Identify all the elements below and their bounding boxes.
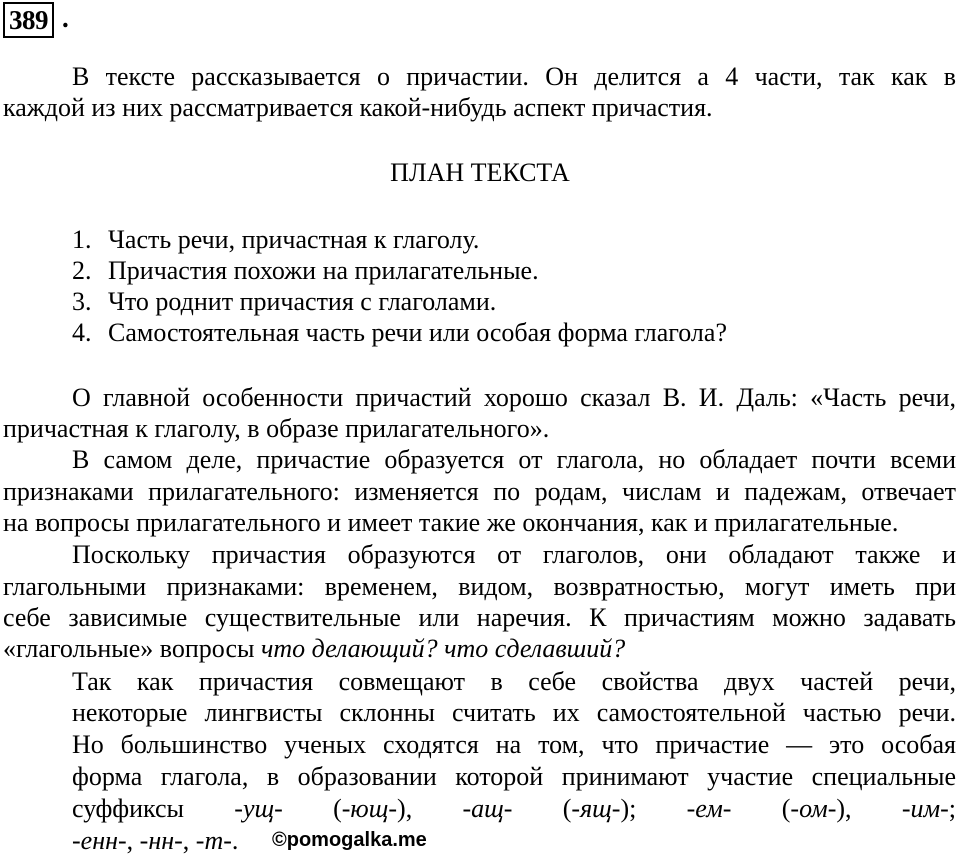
suffix-ushch: -ущ- <box>234 794 283 823</box>
plan-item <box>72 255 727 286</box>
exercise-number: 389 <box>3 2 54 38</box>
plan-item-text: Часть речи, причастная к глаголу. <box>108 225 480 254</box>
paragraph-3-line-1: Поскольку причастия образуются от глаголов, они обладают также и <box>72 540 956 569</box>
suffix-line <box>72 794 956 824</box>
paragraph-2-line-1: В самом деле, причастие образуется от глагола, но обладает почти всеми <box>72 445 956 474</box>
paragraph-2-line-2: признаками прилагательного: изменяется по родам, числам и падежам, отвечает <box>3 477 956 506</box>
plan-item-text: Самостоятельная часть речи или особая форма глагола? <box>108 318 727 347</box>
plan-list <box>72 224 727 348</box>
suffix-line-2: -енн-, -нн-, -т-. <box>72 826 239 855</box>
plan-item <box>72 286 727 317</box>
plan-item-number: 4. <box>72 318 92 347</box>
suffix-label: суффиксы <box>72 794 184 823</box>
paragraph-3-line-2: глагольными признаками: временем, видом, возвратностью, могут иметь при <box>3 572 956 601</box>
paragraph-1-line-1: О главной особенности причастий хорошо сказал В. И. Даль: «Часть речи, <box>72 383 956 412</box>
paragraph-4-line-4: форма глагола, в образовании которой принимают участие специальные <box>72 762 956 791</box>
plan-item-text: Причастия похожи на прилагательные. <box>108 256 539 285</box>
plan-item-number: 1. <box>72 225 92 254</box>
plan-title: ПЛАН ТЕКСТА <box>390 158 570 187</box>
paragraph-3-line-4-text: «глагольные» вопросы <box>3 634 261 663</box>
suffix-em: -ем- <box>686 794 732 823</box>
paragraph-4-line-2: некоторые лингвисты склонны считать их самостоятельной частью речи. <box>72 698 956 727</box>
paragraph-2-line-3: на вопросы прилагательного и имеет такие же окончания, как и прилагательные. <box>3 508 899 537</box>
intro-line-1: В тексте рассказывается о причастии. Он делится а 4 части, так как в <box>72 62 956 91</box>
intro-line-2: каждой из них рассматривается какой-нибудь аспект причастия. <box>3 93 713 122</box>
plan-item-number: 3. <box>72 287 92 316</box>
suffix-yushch: (-ющ-), <box>333 794 413 823</box>
verb-questions: что делающий? что сделавший? <box>260 634 626 663</box>
paragraph-3-line-4 <box>3 634 625 664</box>
plan-item-number: 2. <box>72 256 92 285</box>
suffix-ashch: -ащ- <box>462 794 513 823</box>
paragraph-1-line-2: причастная к глаголу, в образе прилагательного». <box>3 414 550 443</box>
plan-item <box>72 224 727 255</box>
suffix-yashch: (-ящ-); <box>562 794 637 823</box>
paragraph-4-line-1: Так как причастия совмещают в себе свойства двух частей речи, <box>72 667 956 696</box>
plan-item <box>72 317 727 348</box>
paragraph-3-line-3: себе зависимые существительные или наречия. К причастиям можно задавать <box>3 603 956 632</box>
suffix-im: -им-; <box>901 794 956 823</box>
paragraph-4-line-3: Но большинство ученых сходятся на том, что причастие — это особая <box>72 730 956 759</box>
suffix-om: (-ом-), <box>781 794 852 823</box>
watermark: ©pomogalka.me <box>272 829 427 851</box>
exercise-number-dot: . <box>62 3 69 33</box>
plan-item-text: Что роднит причастия с глаголами. <box>108 287 497 316</box>
